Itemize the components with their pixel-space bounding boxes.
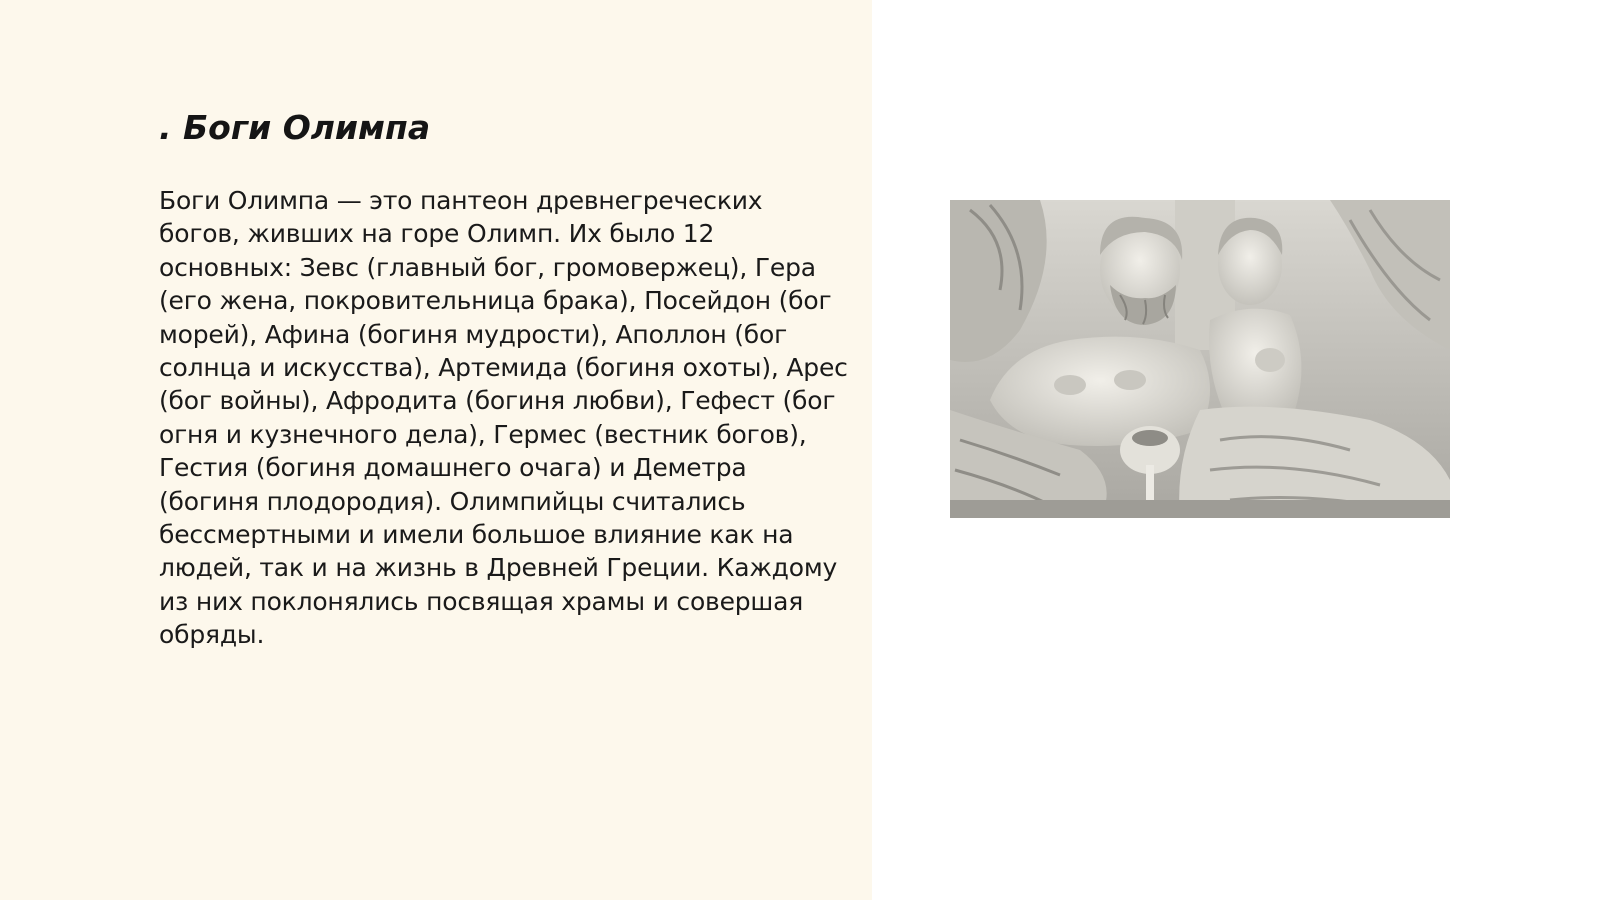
sculpture-photo-graphic	[950, 200, 1450, 518]
sculpture-photo	[950, 200, 1450, 518]
slide-body-text: Боги Олимпа — это пантеон древнегреческих богов, живших на горе Олимп. Их было 12 основных: Зевс (главный бог, громовержец), Гера (его жена, покровительница брака), Посейдон (бог морей), Афина (богиня мудрости), Аполлон (бог солнца и искусства), Артемида (богиня охоты), Арес (бог войны), Афродита (богиня любви), Гефест (бог огня и кузнечного дела), Гермес (вестник богов), Гестия (богиня домашнего очага) и Деметра (богиня плодородия). Олимпийцы считались бессмертными и имели большое влияние как на людей, так и на жизнь в Древней Греции. Каждому из них поклонялись посвящая храмы и совершая обряды.	[159, 186, 848, 650]
slide-title: . Боги Олимпа	[159, 108, 431, 147]
